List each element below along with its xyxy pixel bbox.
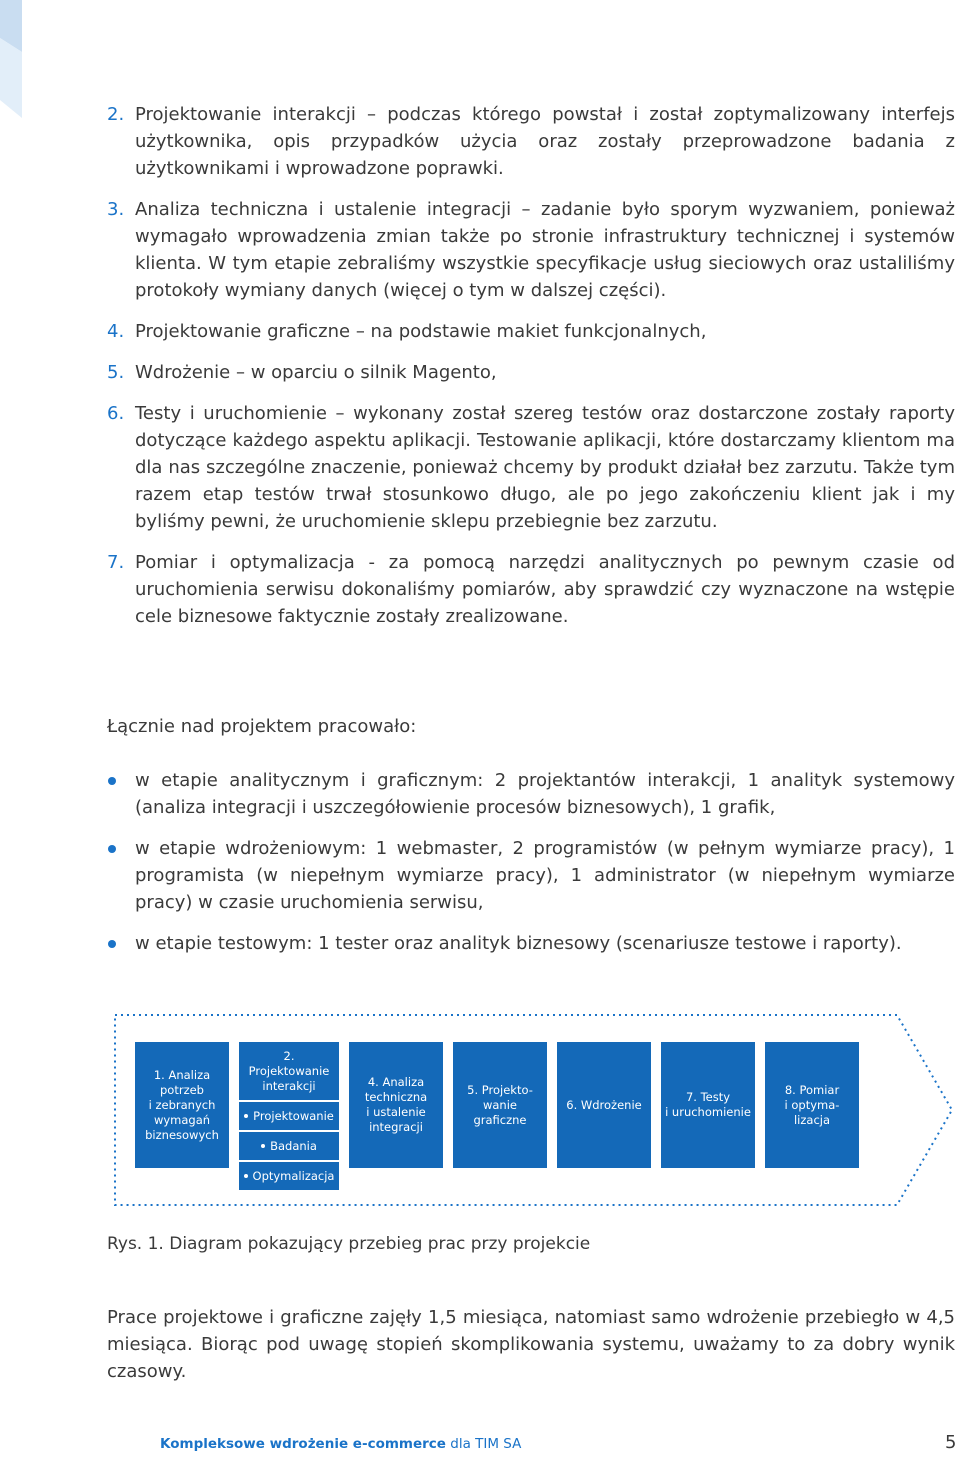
list-item	[107, 359, 955, 386]
bullet-icon	[261, 1144, 265, 1148]
list-item-text: w etapie testowym: 1 tester oraz analityk biznesowy (scenariusze testowe i raporty).	[135, 933, 902, 954]
step-text: i zebranych	[148, 1097, 216, 1112]
list-number: 3.	[107, 199, 125, 220]
step-text: 7. Testy	[685, 1090, 731, 1104]
bullet-icon	[244, 1114, 248, 1118]
bullet-icon	[108, 845, 116, 853]
diagram-substep	[239, 1102, 339, 1130]
list-item-text: Wdrożenie – w oparciu o silnik Magento,	[135, 362, 497, 383]
team-list	[107, 767, 955, 971]
diagram-substep	[239, 1162, 339, 1190]
bullet-icon	[244, 1174, 248, 1178]
list-number: 5.	[107, 362, 125, 383]
figure-caption: Rys. 1. Diagram pokazujący przebieg prac przy projekcie	[107, 1234, 591, 1254]
page-number: 5	[945, 1432, 957, 1453]
step-text: interakcji	[262, 1078, 316, 1093]
list-item-text: Testy i uruchomienie – wykonany został szereg testów oraz dostarczone zostały raporty dotyczące każdego aspektu aplikacji. Testowanie aplikacji, które dostarczamy klientom ma dla nas szczególne znaczenie, ponieważ chcemy by produkt działał bez zarzutu. Także tym razem etap testów trwał stosunkowo długo, ale po jego zakończeniu klient jak i my byliśmy pewni, że uruchomienie sklepu przebiegnie bez zarzutu.	[135, 403, 955, 532]
closing-paragraph: Prace projektowe i graficzne zajęły 1,5 miesiąca, natomiast samo wdrożenie przebiegło w 4,5 miesiąca. Biorąc pod uwagę stopień skomplikowania systemu, uważamy to za dobry wynik czasowy.	[107, 1307, 955, 1382]
list-item	[107, 196, 955, 304]
list-item	[107, 835, 955, 916]
list-item	[107, 318, 955, 345]
diagram-step-6	[557, 1042, 651, 1168]
step-text: lizacja	[793, 1112, 831, 1127]
list-item-text: w etapie wdrożeniowym: 1 webmaster, 2 programistów (w pełnym wymiarze pracy), 1 programista (w niepełnym wymiarze pracy), 1 administrator (w niepełnym wymiarze pracy) w czasie uruchomienia serwisu,	[135, 838, 955, 913]
list-item-text: Projektowanie interakcji – podczas którego powstał i został zoptymalizowany interfejs użytkownika, opis przypadków użycia oraz zostały przeprowadzone badania z użytkownikami i wprowadzone poprawki.	[135, 104, 955, 179]
step-text: graficzne	[473, 1112, 527, 1127]
list-item-text: Analiza techniczna i ustalenie integracji – zadanie było sporym wyzwaniem, ponieważ wymagało wprowadzenia zmian także po stronie infrastruktury technicznej i systemów klienta. W tym etapie zebraliśmy wszystkie specyfikacje usług sieciowych oraz ustaliliśmy protokoły wymiany danych (więcej o tym w dalszej części).	[135, 199, 955, 301]
footer-title-bold: Kompleksowe wdrożenie e-commerce	[160, 1436, 446, 1452]
step-text: 2. Projektowanie	[248, 1048, 330, 1078]
step-text: biznesowych	[145, 1127, 219, 1142]
list-item	[107, 400, 955, 535]
list-item-text: Projektowanie graficzne – na podstawie makiet funkcjonalnych,	[135, 321, 707, 342]
list-number: 6.	[107, 403, 125, 424]
substep-text: Badania	[270, 1138, 317, 1153]
diagram-step-4	[349, 1042, 443, 1168]
list-item	[107, 101, 955, 182]
process-diagram	[107, 1010, 955, 1210]
step-text: 5. Projekto-	[467, 1082, 533, 1097]
diagram-step-2	[239, 1042, 339, 1100]
step-text: 1. Analiza	[153, 1067, 211, 1082]
step-text: integracji	[369, 1120, 423, 1134]
list-number: 4.	[107, 321, 125, 342]
list-item-text: w etapie analitycznym i graficznym: 2 projektantów interakcji, 1 analityk systemowy (analiza integracji i uszczegółowienie procesów biznesowych), 1 grafik,	[135, 770, 955, 818]
step-text: i optyma-	[784, 1097, 840, 1112]
footer-title-rest: dla TIM SA	[445, 1436, 522, 1452]
list-number: 7.	[107, 552, 125, 573]
diagram-step-5	[453, 1042, 547, 1168]
bullet-icon	[108, 940, 116, 948]
step-text: i uruchomienie	[665, 1105, 751, 1119]
diagram-step-8	[765, 1042, 859, 1168]
list-item-text: Pomiar i optymalizacja - za pomocą narzędzi analitycznych po pewnym czasie od uruchomienia serwisu dokonaliśmy pomiarów, aby sprawdzić czy wyznaczone na wstępie cele biznesowe faktycznie zostały zrealizowane.	[135, 552, 955, 627]
process-steps-list	[107, 101, 955, 644]
substep-text: Optymalizacja	[252, 1168, 335, 1183]
step-text: wanie	[482, 1097, 517, 1112]
list-item	[107, 930, 955, 957]
diagram-substep	[239, 1132, 339, 1160]
corner-decoration	[0, 0, 26, 120]
list-number: 2.	[107, 104, 125, 125]
diagram-step-1	[135, 1042, 229, 1168]
step-text: potrzeb	[160, 1082, 204, 1097]
step-text: 8. Pomiar	[784, 1082, 840, 1097]
step-text: i ustalenie	[366, 1105, 426, 1119]
substep-text: Projektowanie	[253, 1108, 334, 1123]
step-text: techniczna	[364, 1090, 428, 1104]
team-heading: Łącznie nad projektem pracowało:	[107, 716, 417, 737]
step-text: wymagań	[153, 1112, 211, 1127]
step-text: 4. Analiza	[367, 1075, 425, 1089]
bullet-icon	[108, 777, 116, 785]
footer-title	[160, 1436, 521, 1452]
list-item	[107, 767, 955, 821]
diagram-step-7	[661, 1042, 755, 1168]
step-text: 6. Wdrożenie	[566, 1097, 642, 1112]
list-item	[107, 549, 955, 630]
